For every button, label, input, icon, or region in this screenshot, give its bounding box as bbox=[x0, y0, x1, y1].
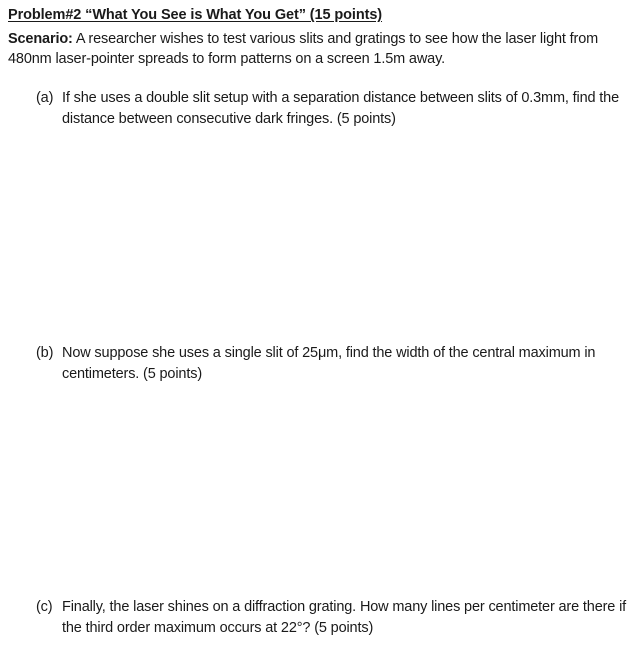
question-b bbox=[36, 343, 634, 385]
scenario-label: Scenario: bbox=[8, 31, 73, 47]
question-b-marker: (b) bbox=[36, 345, 54, 361]
question-a-text: If she uses a double slit setup with a separation distance between slits of 0.3mm, find the distance between consecutive dark fringes. (5 points) bbox=[62, 90, 620, 127]
scenario-text: A researcher wishes to test various slits and gratings to see how the laser light from 480nm laser-pointer spreads to form patterns on a screen 1.5m away. bbox=[8, 31, 599, 67]
question-c-marker: (c) bbox=[36, 599, 53, 615]
problem-title: Problem#2 “What You See is What You Get” (15 points) bbox=[8, 7, 383, 23]
question-b-text: Now suppose she uses a single slit of 25μm, find the width of the central maximum in centimeters. (5 points) bbox=[62, 345, 596, 382]
question-a-marker: (a) bbox=[36, 90, 54, 106]
question-c-text: Finally, the laser shines on a diffraction grating. How many lines per centimeter are there if the third order maximum occurs at 22°? (5 points) bbox=[62, 599, 627, 636]
question-c bbox=[36, 597, 634, 639]
question-a bbox=[36, 88, 634, 130]
scenario-paragraph bbox=[8, 29, 632, 69]
